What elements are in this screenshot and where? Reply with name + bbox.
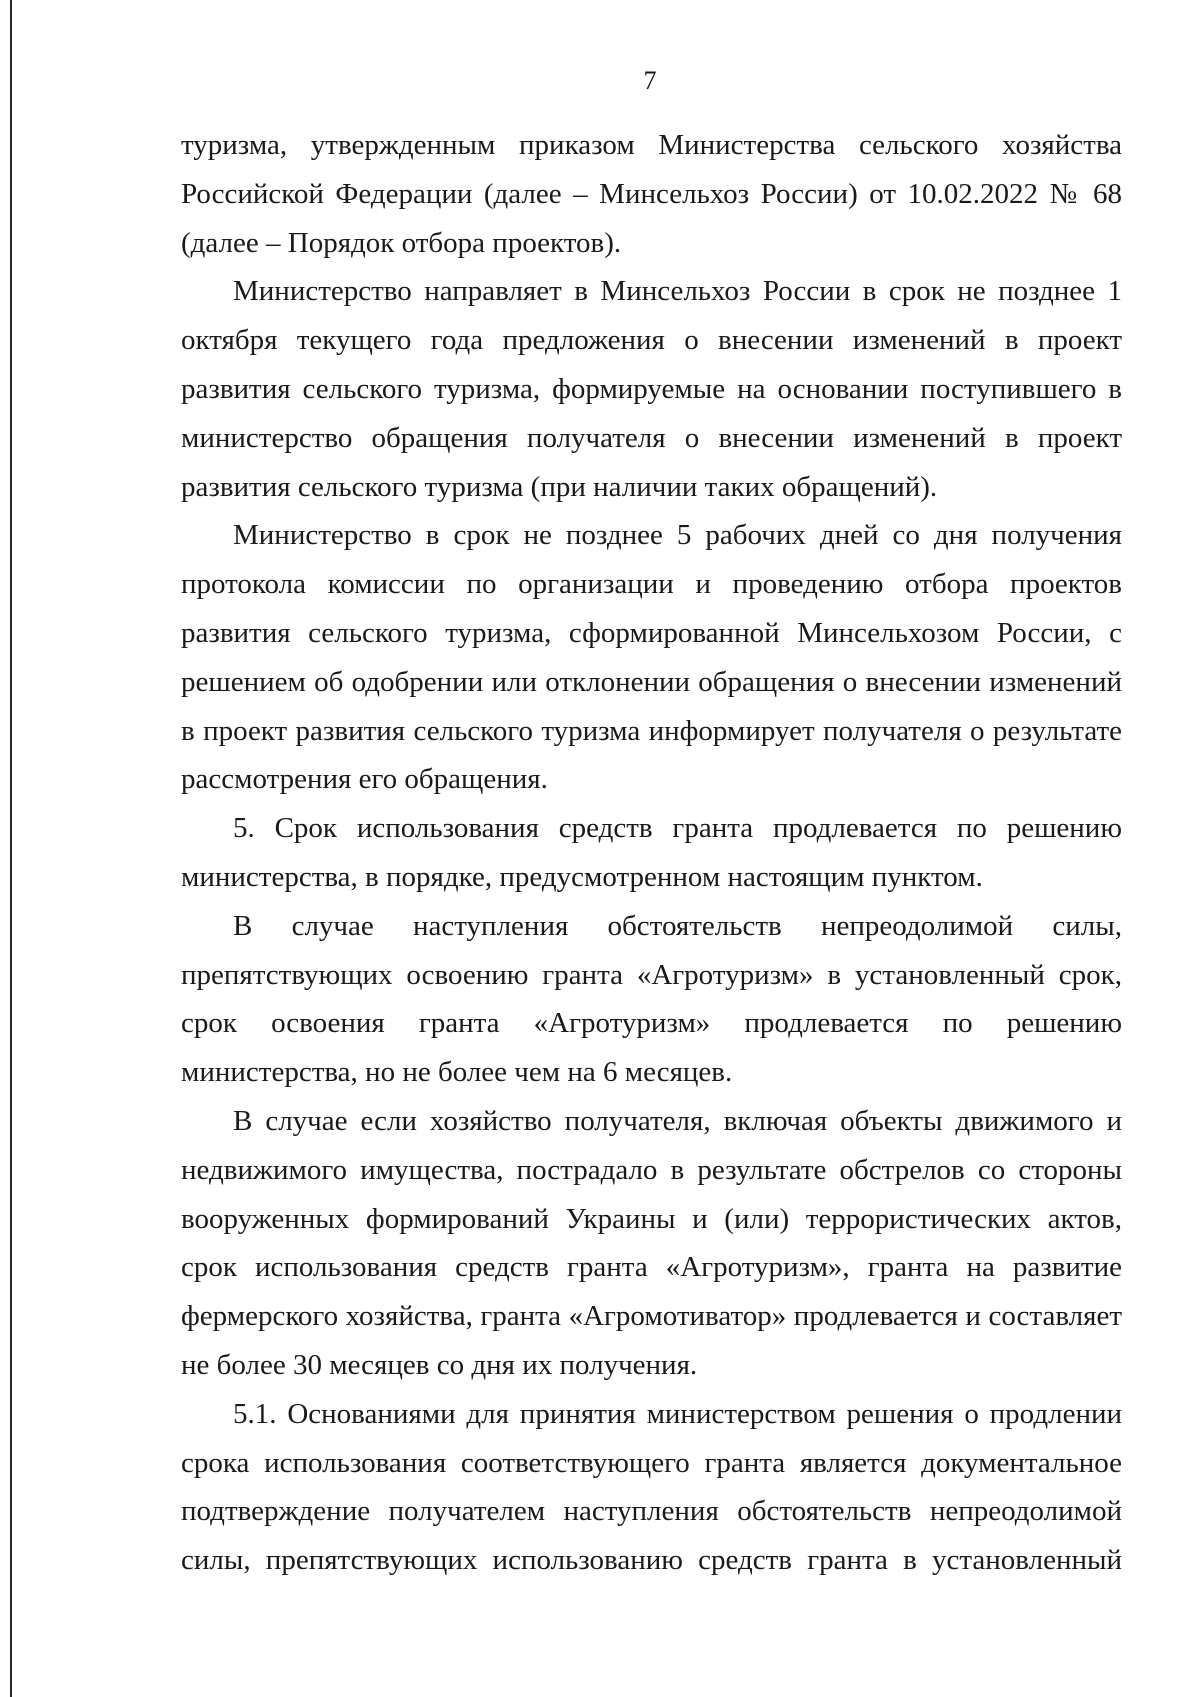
paragraph-commission-protocol: Министерство в срок не позднее 5 рабочих дней со дня получения протокола комиссии по организации и проведению отбора проектов развития сельского туризма, сформированной Минсельхозом России, с решением об одобрении или отклонении обращения о внесении изменений в проект развития сельского туризма информирует получателя о результате рассмотрения его обращения. <box>181 519 1122 796</box>
paragraph-proposal-changes: Министерство направляет в Минсельхоз России в срок не позднее 1 октября текущего года предложения о внесении изменений в проект развития сельского туризма, формируемые на основании поступившего в министерство обращения получателя о внесении изменений в проект развития сельского туризма (при наличии таких обращений). <box>181 275 1122 503</box>
paragraph-force-majeure: В случае наступления обстоятельств непреодолимой силы, препятствующих освоению гранта «Агротуризм» в установленный срок, срок освоения гранта «Агротуризм» продлевается по решению министерства, но не более чем на 6 месяцев. <box>181 909 1122 1089</box>
document-body <box>181 121 1122 1585</box>
paragraph-continuation: туризма, утвержденным приказом Министерства сельского хозяйства Российской Федерации (далее – Минсельхоз России) от 10.02.2022 № 68 (далее – Порядок отбора проектов). <box>181 129 1122 259</box>
paragraph-damage-extension: В случае если хозяйство получателя, включая объекты движимого и недвижимого имущества, пострадало в результате обстрелов со стороны вооруженных формирований Украины и (или) террористических актов, срок использования средств гранта «Агротуризм», гранта на развитие фермерского хозяйства, гранта «Агромотиватор» продлевается и составляет не более 30 месяцев со дня их получения. <box>181 1104 1122 1381</box>
scan-edge-line <box>10 0 12 1697</box>
page-number: 7 <box>643 66 657 95</box>
paragraph-item-5-1: 5.1. Основаниями для принятия министерством решения о продлении срока использования соответствующего гранта является документальное подтверждение получателем наступления обстоятельств непреодолимой силы, препятствующих использованию средств гранта в установленный <box>181 1397 1122 1577</box>
paragraph-item-5: 5. Срок использования средств гранта продлевается по решению министерства, в порядке, предусмотренном настоящим пунктом. <box>181 812 1122 893</box>
